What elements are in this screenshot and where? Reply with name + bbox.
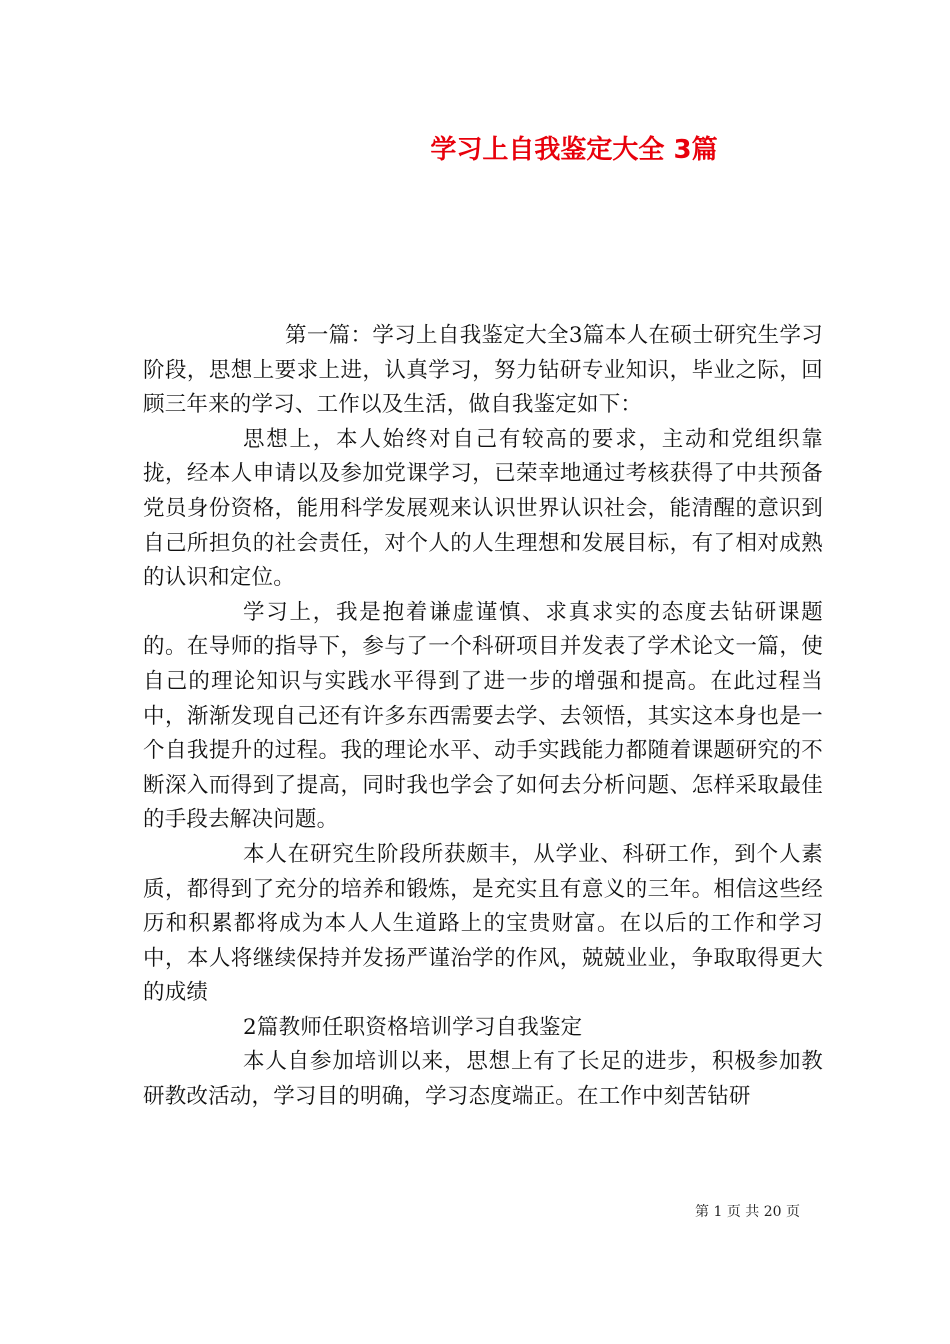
document-title: 学习上自我鉴定大全 3篇 bbox=[430, 135, 718, 165]
paragraph-ideology: 思想上，本人始终对自己有较高的要求，主动和党组织靠拢，经本人申请以及参加党课学习，已荣幸地通过考核获得了中共预备党员身份资格，能用科学发展观来认识世界认识社会，能清醒的意识到自己所担负的社会责任，对个人的人生理想和发展目标，有了相对成熟的认识和定位。 bbox=[143, 426, 823, 591]
document-body bbox=[143, 319, 823, 1115]
paragraph-study: 学习上，我是抱着谦虚谨慎、求真求实的态度去钻研课题的。在导师的指导下，参与了一个科研项目并发表了学术论文一篇，使自己的理论知识与实践水平得到了进一步的增强和提高。在此过程当中，渐渐发现自己还有许多东西需要去学、去领悟，其实这本身也是一个自我提升的过程。我的理论水平、动手实践能力都随着课题研究的不断深入而得到了提高，同时我也学会了如何去分析问题、怎样采取最佳的手段去解决问题。 bbox=[143, 599, 823, 833]
paragraph-intro: 第一篇：学习上自我鉴定大全3篇本人在硕士研究生学习阶段，思想上要求上进，认真学习，努力钻研专业知识，毕业之际，回顾三年来的学习、工作以及生活，做自我鉴定如下： bbox=[143, 323, 823, 418]
paragraph-summary: 本人在研究生阶段所获颇丰，从学业、科研工作，到个人素质，都得到了充分的培养和锻炼，是充实且有意义的三年。相信这些经历和积累都将成为本人人生道路上的宝贵财富。在以后的工作和学习中，本人将继续保持并发扬严谨治学的作风，兢兢业业，争取取得更大的成绩 bbox=[143, 841, 823, 1006]
page-number-footer: 第 1 页 共 20 页 bbox=[695, 1204, 800, 1220]
paragraph-teacher-training: 本人自参加培训以来，思想上有了长足的进步，积极参加教研教改活动，学习目的明确，学习态度端正。在工作中刻苦钻研 bbox=[143, 1049, 823, 1110]
section-heading-second: 2篇教师任职资格培训学习自我鉴定 bbox=[243, 1014, 583, 1040]
